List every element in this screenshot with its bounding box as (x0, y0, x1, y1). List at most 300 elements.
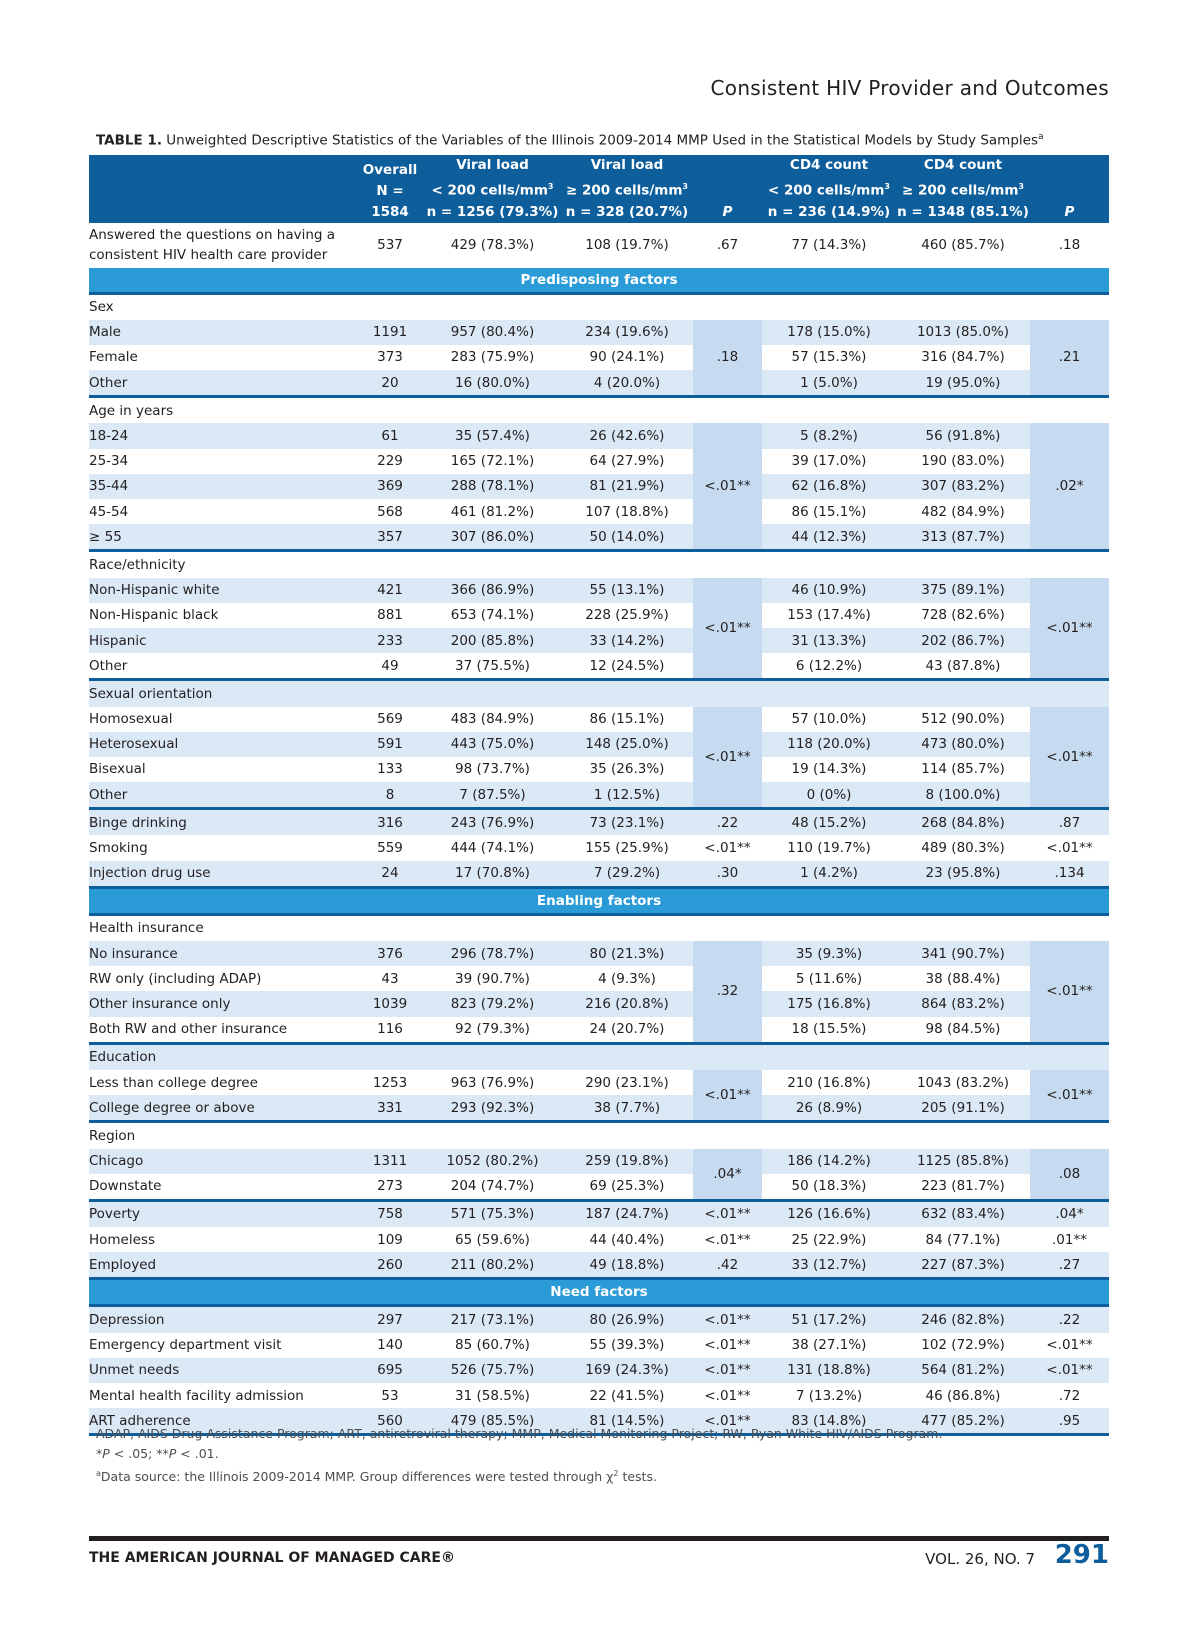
group-region (89, 1122, 1109, 1201)
cell-cd4-low: 38 (27.1%) (762, 1333, 896, 1358)
group-title-row (89, 551, 1109, 578)
cell-cd4-high: 1043 (83.2%) (896, 1070, 1030, 1095)
cell-cd4-low: 5 (11.6%) (762, 966, 896, 991)
cell-vl-low: 483 (84.9%) (424, 707, 561, 732)
table-row (89, 1070, 1109, 1095)
cell-cd4-high: 43 (87.8%) (896, 653, 1030, 680)
cell-overall: 297 (356, 1306, 424, 1333)
cell-p-cd4: .02* (1030, 423, 1109, 550)
group-title: Region (89, 1122, 1109, 1149)
table-row (89, 1333, 1109, 1358)
row-label: Emergency department visit (89, 1333, 356, 1358)
cell-vl-high: 148 (25.0%) (561, 732, 693, 757)
cell-p-vl: <.01** (693, 1333, 762, 1358)
cell-cd4-low: 57 (10.0%) (762, 707, 896, 732)
cell-overall: 43 (356, 966, 424, 991)
cell-vl-low: 307 (86.0%) (424, 524, 561, 551)
cell-p-cd4: .18 (1030, 223, 1109, 268)
cell-p-vl: <.01** (693, 423, 762, 550)
cell-cd4-high: 477 (85.2%) (896, 1408, 1030, 1435)
row-label: Poverty (89, 1200, 356, 1227)
cell-vl-low: 296 (78.7%) (424, 941, 561, 966)
cell-vl-high: 107 (18.8%) (561, 499, 693, 524)
cell-vl-low: 39 (90.7%) (424, 966, 561, 991)
cell-vl-low: 288 (78.1%) (424, 474, 561, 499)
cell-overall: 316 (356, 809, 424, 836)
cell-cd4-low: 33 (12.7%) (762, 1252, 896, 1279)
cell-cd4-high: 341 (90.7%) (896, 941, 1030, 966)
cell-p-cd4: <.01** (1030, 1333, 1109, 1358)
singles-predisposing (89, 809, 1109, 888)
cell-overall: 1253 (356, 1070, 424, 1095)
cell-overall: 376 (356, 941, 424, 966)
cell-vl-low: 479 (85.5%) (424, 1408, 561, 1435)
table-row (89, 578, 1109, 603)
cell-p-cd4: <.01** (1030, 835, 1109, 860)
table-label: TABLE 1. (96, 132, 162, 149)
cell-p-cd4: <.01** (1030, 941, 1109, 1043)
cell-cd4-high: 38 (88.4%) (896, 966, 1030, 991)
cell-vl-low: 444 (74.1%) (424, 835, 561, 860)
row-label: College degree or above (89, 1095, 356, 1122)
cell-vl-high: 4 (9.3%) (561, 966, 693, 991)
table-row (89, 1149, 1109, 1174)
group-title: Health insurance (89, 914, 1109, 941)
cell-vl-high: 24 (20.7%) (561, 1017, 693, 1044)
cell-vl-low: 217 (73.1%) (424, 1306, 561, 1333)
row-label: Answered the questions on having a consistent HIV health care provider (89, 223, 356, 268)
cell-cd4-low: 31 (13.3%) (762, 628, 896, 653)
row-label: Other (89, 370, 356, 397)
cell-vl-high: 80 (21.3%) (561, 941, 693, 966)
cell-overall: 591 (356, 732, 424, 757)
cell-cd4-low: 118 (20.0%) (762, 732, 896, 757)
cell-cd4-low: 86 (15.1%) (762, 499, 896, 524)
cell-overall: 421 (356, 578, 424, 603)
group-title-row (89, 293, 1109, 320)
cell-cd4-high: 223 (81.7%) (896, 1174, 1030, 1201)
cell-vl-low: 429 (78.3%) (424, 223, 561, 268)
cell-cd4-low: 62 (16.8%) (762, 474, 896, 499)
table-row (89, 499, 1109, 524)
cell-cd4-low: 1 (4.2%) (762, 861, 896, 888)
cell-cd4-high: 512 (90.0%) (896, 707, 1030, 732)
cell-vl-high: 187 (24.7%) (561, 1200, 693, 1227)
cell-vl-high: 44 (40.4%) (561, 1227, 693, 1252)
cell-vl-high: 90 (24.1%) (561, 345, 693, 370)
table-row (89, 809, 1109, 836)
row-label: Other (89, 782, 356, 809)
journal-name: THE AMERICAN JOURNAL OF MANAGED CARE® (89, 1550, 455, 1566)
header-cd4-low: CD4 count < 200 cells/$mm^3$ n = 236 (14.9%) (762, 155, 896, 223)
cell-vl-low: 65 (59.6%) (424, 1227, 561, 1252)
cell-vl-high: 33 (14.2%) (561, 628, 693, 653)
group-title-row (89, 397, 1109, 424)
cell-vl-low: 204 (74.7%) (424, 1174, 561, 1201)
cell-overall: 229 (356, 449, 424, 474)
group-education (89, 1043, 1109, 1122)
group-title-row (89, 680, 1109, 707)
table-row (89, 1017, 1109, 1044)
cell-overall: 1039 (356, 991, 424, 1016)
cell-vl-high: 216 (20.8%) (561, 991, 693, 1016)
cell-p-cd4: .04* (1030, 1200, 1109, 1227)
cell-vl-low: 823 (79.2%) (424, 991, 561, 1016)
cell-p-vl: <.01** (693, 1383, 762, 1408)
cell-vl-high: 108 (19.7%) (561, 223, 693, 268)
cell-cd4-low: 186 (14.2%) (762, 1149, 896, 1174)
header-p-cd4: P (1030, 155, 1109, 223)
cell-vl-high: 1 (12.5%) (561, 782, 693, 809)
cell-p-cd4: .134 (1030, 861, 1109, 888)
row-label: Chicago (89, 1149, 356, 1174)
header-viral-load-high: Viral load ≥ 200 cells/$mm^3$ n = 328 (20.7%) (561, 155, 693, 223)
cell-overall: 233 (356, 628, 424, 653)
cell-cd4-high: 473 (80.0%) (896, 732, 1030, 757)
cell-vl-high: 73 (23.1%) (561, 809, 693, 836)
cell-p-vl: <.01** (693, 1358, 762, 1383)
cell-vl-low: 35 (57.4%) (424, 423, 561, 448)
running-head: Consistent HIV Provider and Outcomes (710, 76, 1109, 100)
cell-cd4-high: 307 (83.2%) (896, 474, 1030, 499)
row-label: Hispanic (89, 628, 356, 653)
descriptive-statistics-table (89, 155, 1109, 1436)
cell-cd4-high: 102 (72.9%) (896, 1333, 1030, 1358)
cell-cd4-high: 246 (82.8%) (896, 1306, 1030, 1333)
cell-vl-high: 234 (19.6%) (561, 320, 693, 345)
cell-vl-high: 50 (14.0%) (561, 524, 693, 551)
group-insurance (89, 914, 1109, 1043)
table-row (89, 653, 1109, 680)
cell-p-cd4: <.01** (1030, 1358, 1109, 1383)
cell-overall: 559 (356, 835, 424, 860)
row-label: Downstate (89, 1174, 356, 1201)
row-label: 35-44 (89, 474, 356, 499)
cell-cd4-high: 114 (85.7%) (896, 757, 1030, 782)
cell-cd4-low: 126 (16.6%) (762, 1200, 896, 1227)
cell-vl-high: 35 (26.3%) (561, 757, 693, 782)
cell-vl-low: 293 (92.3%) (424, 1095, 561, 1122)
cell-cd4-low: 210 (16.8%) (762, 1070, 896, 1095)
cell-cd4-high: 202 (86.7%) (896, 628, 1030, 653)
table-header-row (89, 155, 1109, 223)
cell-vl-low: 31 (58.5%) (424, 1383, 561, 1408)
singles-need (89, 1306, 1109, 1435)
cell-overall: 369 (356, 474, 424, 499)
cell-p-vl: <.01** (693, 578, 762, 680)
cell-cd4-high: 227 (87.3%) (896, 1252, 1030, 1279)
row-label: Mental health facility admission (89, 1383, 356, 1408)
cell-p-cd4: .21 (1030, 320, 1109, 397)
footer-rule (89, 1536, 1109, 1541)
row-label: Male (89, 320, 356, 345)
cell-p-vl: <.01** (693, 1408, 762, 1435)
row-label: 25-34 (89, 449, 356, 474)
table-row (89, 320, 1109, 345)
cell-cd4-high: 205 (91.1%) (896, 1095, 1030, 1122)
row-label: Smoking (89, 835, 356, 860)
cell-overall: 140 (356, 1333, 424, 1358)
table-row (89, 1358, 1109, 1383)
cell-cd4-low: 175 (16.8%) (762, 991, 896, 1016)
group-title: Sexual orientation (89, 680, 1109, 707)
table-row (89, 707, 1109, 732)
row-label: 45-54 (89, 499, 356, 524)
cell-overall: 53 (356, 1383, 424, 1408)
table-row (89, 1174, 1109, 1201)
table-footnotes (96, 1424, 942, 1487)
cell-vl-high: 4 (20.0%) (561, 370, 693, 397)
cell-cd4-low: 178 (15.0%) (762, 320, 896, 345)
table-row (89, 345, 1109, 370)
table-row (89, 1200, 1109, 1227)
row-label: No insurance (89, 941, 356, 966)
cell-p-vl: .22 (693, 809, 762, 836)
cell-overall: 537 (356, 223, 424, 268)
cell-overall: 109 (356, 1227, 424, 1252)
cell-cd4-low: 39 (17.0%) (762, 449, 896, 474)
cell-p-vl: .30 (693, 861, 762, 888)
cell-p-vl: .67 (693, 223, 762, 268)
row-label: ≥ 55 (89, 524, 356, 551)
table-row (89, 449, 1109, 474)
row-label: Less than college degree (89, 1070, 356, 1095)
header-cd4-high: CD4 count ≥ 200 cells/$mm^3$ n = 1348 (85.1%) (896, 155, 1030, 223)
cell-overall: 357 (356, 524, 424, 551)
cell-p-vl: .18 (693, 320, 762, 397)
cell-cd4-high: 98 (84.5%) (896, 1017, 1030, 1044)
cell-overall: 61 (356, 423, 424, 448)
cell-cd4-high: 8 (100.0%) (896, 782, 1030, 809)
cell-p-cd4: .72 (1030, 1383, 1109, 1408)
cell-vl-low: 366 (86.9%) (424, 578, 561, 603)
cell-cd4-high: 56 (91.8%) (896, 423, 1030, 448)
cell-vl-low: 283 (75.9%) (424, 345, 561, 370)
row-label: Depression (89, 1306, 356, 1333)
cell-vl-high: 169 (24.3%) (561, 1358, 693, 1383)
cell-vl-high: 64 (27.9%) (561, 449, 693, 474)
cell-cd4-low: 83 (14.8%) (762, 1408, 896, 1435)
group-age (89, 397, 1109, 551)
cell-vl-high: 22 (41.5%) (561, 1383, 693, 1408)
cell-vl-low: 1052 (80.2%) (424, 1149, 561, 1174)
cell-p-cd4: .95 (1030, 1408, 1109, 1435)
section-header (89, 268, 1109, 294)
cell-cd4-low: 46 (10.9%) (762, 578, 896, 603)
cell-p-vl: <.01** (693, 835, 762, 860)
cell-cd4-low: 7 (13.2%) (762, 1383, 896, 1408)
row-label: Other insurance only (89, 991, 356, 1016)
section-header (89, 887, 1109, 914)
volume-issue: VOL. 26, NO. 7 (925, 1550, 1035, 1568)
cell-cd4-low: 1 (5.0%) (762, 370, 896, 397)
cell-vl-low: 7 (87.5%) (424, 782, 561, 809)
cell-cd4-high: 313 (87.7%) (896, 524, 1030, 551)
cell-p-cd4: <.01** (1030, 578, 1109, 680)
cell-vl-low: 200 (85.8%) (424, 628, 561, 653)
table-row (89, 628, 1109, 653)
row-label: Bisexual (89, 757, 356, 782)
cell-vl-low: 571 (75.3%) (424, 1200, 561, 1227)
cell-cd4-high: 84 (77.1%) (896, 1227, 1030, 1252)
cell-p-cd4: <.01** (1030, 1070, 1109, 1122)
row-label: Heterosexual (89, 732, 356, 757)
cell-cd4-high: 23 (95.8%) (896, 861, 1030, 888)
cell-vl-low: 85 (60.7%) (424, 1333, 561, 1358)
table-row (89, 603, 1109, 628)
cell-cd4-low: 0 (0%) (762, 782, 896, 809)
cell-cd4-high: 489 (80.3%) (896, 835, 1030, 860)
cell-overall: 49 (356, 653, 424, 680)
table-row (89, 941, 1109, 966)
cell-vl-high: 55 (39.3%) (561, 1333, 693, 1358)
cell-vl-high: 12 (24.5%) (561, 653, 693, 680)
cell-overall: 133 (356, 757, 424, 782)
cell-cd4-low: 110 (19.7%) (762, 835, 896, 860)
cell-overall: 116 (356, 1017, 424, 1044)
row-label: ART adherence (89, 1408, 356, 1435)
table-row (89, 1306, 1109, 1333)
page-number: 291 (1054, 1540, 1109, 1570)
table-row (89, 757, 1109, 782)
cell-overall: 1191 (356, 320, 424, 345)
header-viral-load-low: Viral load < 200 cells/$mm^3$ n = 1256 (79.3%) (424, 155, 561, 223)
cell-vl-high: 55 (13.1%) (561, 578, 693, 603)
cell-cd4-high: 1013 (85.0%) (896, 320, 1030, 345)
cell-vl-high: 86 (15.1%) (561, 707, 693, 732)
cell-vl-low: 653 (74.1%) (424, 603, 561, 628)
cell-overall: 758 (356, 1200, 424, 1227)
cell-cd4-low: 48 (15.2%) (762, 809, 896, 836)
cell-cd4-high: 1125 (85.8%) (896, 1149, 1030, 1174)
cell-overall: 568 (356, 499, 424, 524)
cell-vl-high: 155 (25.9%) (561, 835, 693, 860)
cell-cd4-low: 19 (14.3%) (762, 757, 896, 782)
row-label: Non-Hispanic white (89, 578, 356, 603)
cell-overall: 569 (356, 707, 424, 732)
group-title: Race/ethnicity (89, 551, 1109, 578)
cell-overall: 24 (356, 861, 424, 888)
cell-p-vl: <.01** (693, 1227, 762, 1252)
cell-vl-low: 461 (81.2%) (424, 499, 561, 524)
table-row (89, 423, 1109, 448)
cell-cd4-high: 482 (84.9%) (896, 499, 1030, 524)
cell-overall: 1311 (356, 1149, 424, 1174)
singles-enabling (89, 1200, 1109, 1279)
cell-cd4-high: 268 (84.8%) (896, 809, 1030, 836)
cell-cd4-high: 864 (83.2%) (896, 991, 1030, 1016)
cell-overall: 20 (356, 370, 424, 397)
row-label: Employed (89, 1252, 356, 1279)
cell-cd4-low: 6 (12.2%) (762, 653, 896, 680)
row-label: Homeless (89, 1227, 356, 1252)
cell-vl-high: 259 (19.8%) (561, 1149, 693, 1174)
table-row (89, 861, 1109, 888)
cell-cd4-low: 26 (8.9%) (762, 1095, 896, 1122)
cell-overall: 260 (356, 1252, 424, 1279)
cell-vl-high: 228 (25.9%) (561, 603, 693, 628)
cell-vl-high: 80 (26.9%) (561, 1306, 693, 1333)
cell-overall: 695 (356, 1358, 424, 1383)
cell-p-cd4: .08 (1030, 1149, 1109, 1201)
row-label: RW only (including ADAP) (89, 966, 356, 991)
cell-cd4-low: 18 (15.5%) (762, 1017, 896, 1044)
table-row (89, 835, 1109, 860)
cell-vl-high: 49 (18.8%) (561, 1252, 693, 1279)
cell-p-vl: <.01** (693, 1070, 762, 1122)
cell-cd4-low: 50 (18.3%) (762, 1174, 896, 1201)
header-p-viral-load: P (693, 155, 762, 223)
cell-cd4-low: 35 (9.3%) (762, 941, 896, 966)
cell-vl-high: 81 (14.5%) (561, 1408, 693, 1435)
table-row (89, 474, 1109, 499)
footnote-significance: *P < .05; **P < .01. (96, 1446, 219, 1461)
cell-vl-low: 165 (72.1%) (424, 449, 561, 474)
cell-vl-low: 243 (76.9%) (424, 809, 561, 836)
cell-p-vl: <.01** (693, 1200, 762, 1227)
group-title: Education (89, 1043, 1109, 1070)
cell-cd4-high: 728 (82.6%) (896, 603, 1030, 628)
row-label: Homosexual (89, 707, 356, 732)
table-row (89, 223, 1109, 268)
cell-p-vl: .42 (693, 1252, 762, 1279)
cell-cd4-high: 460 (85.7%) (896, 223, 1030, 268)
table-row (89, 966, 1109, 991)
group-orientation (89, 680, 1109, 809)
cell-vl-high: 7 (29.2%) (561, 861, 693, 888)
table-title: Unweighted Descriptive Statistics of the Variables of the Illinois 2009-2014 MMP Used in the Statistical Models by Study Samples (166, 132, 1038, 149)
cell-cd4-high: 46 (86.8%) (896, 1383, 1030, 1408)
group-title: Sex (89, 293, 1109, 320)
group-title-row (89, 1043, 1109, 1070)
cell-cd4-low: 57 (15.3%) (762, 345, 896, 370)
table-row (89, 782, 1109, 809)
row-label: Injection drug use (89, 861, 356, 888)
cell-overall: 373 (356, 345, 424, 370)
row-label: Non-Hispanic black (89, 603, 356, 628)
table-row (89, 732, 1109, 757)
cell-p-cd4: .87 (1030, 809, 1109, 836)
row-label: Both RW and other insurance (89, 1017, 356, 1044)
cell-p-cd4: .27 (1030, 1252, 1109, 1279)
header-variable (89, 155, 356, 223)
cell-cd4-high: 316 (84.7%) (896, 345, 1030, 370)
cell-vl-low: 211 (80.2%) (424, 1252, 561, 1279)
cell-vl-low: 443 (75.0%) (424, 732, 561, 757)
cell-p-vl: <.01** (693, 707, 762, 809)
section-title: Enabling factors (89, 887, 1109, 914)
cell-p-vl: .04* (693, 1149, 762, 1201)
cell-vl-low: 17 (70.8%) (424, 861, 561, 888)
cell-cd4-high: 632 (83.4%) (896, 1200, 1030, 1227)
cell-p-cd4: <.01** (1030, 707, 1109, 809)
table-row (89, 1095, 1109, 1122)
row-label: Unmet needs (89, 1358, 356, 1383)
table-row (89, 1252, 1109, 1279)
cell-overall: 331 (356, 1095, 424, 1122)
cell-cd4-high: 564 (81.2%) (896, 1358, 1030, 1383)
cell-vl-low: 98 (73.7%) (424, 757, 561, 782)
cell-cd4-low: 44 (12.3%) (762, 524, 896, 551)
group-title-row (89, 1122, 1109, 1149)
cell-overall: 273 (356, 1174, 424, 1201)
group-race (89, 551, 1109, 680)
cell-vl-high: 38 (7.7%) (561, 1095, 693, 1122)
table-caption (96, 132, 1116, 149)
cell-cd4-low: 77 (14.3%) (762, 223, 896, 268)
section-title: Need factors (89, 1279, 1109, 1306)
row-label: Other (89, 653, 356, 680)
